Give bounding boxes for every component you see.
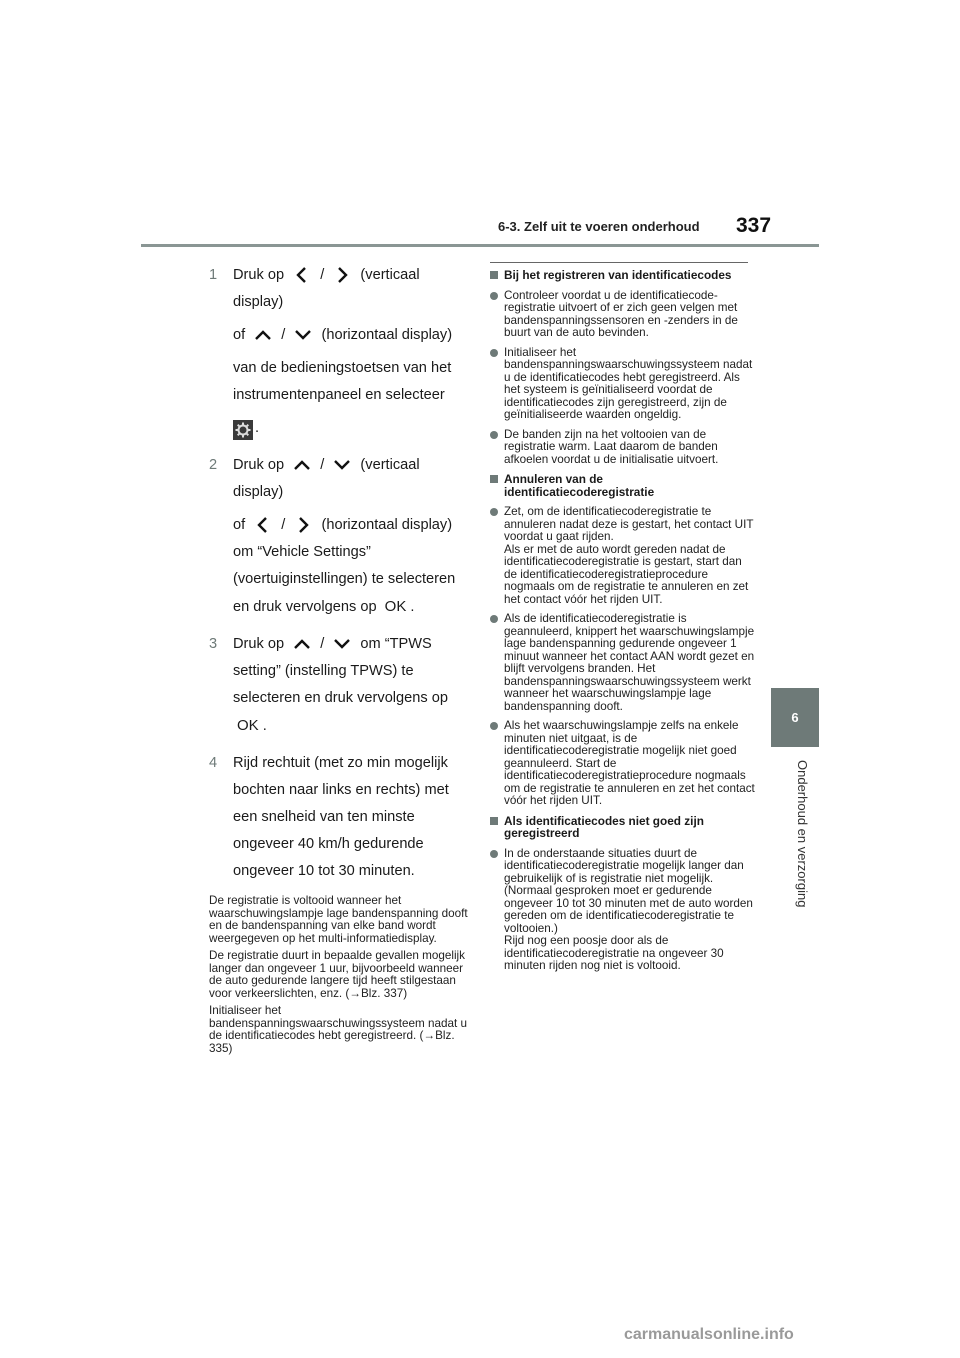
section-rule — [490, 262, 748, 263]
square-bullet-icon — [490, 271, 498, 279]
round-bullet-icon — [490, 349, 498, 357]
step-number: 1 — [209, 267, 218, 283]
square-bullet-icon — [490, 475, 498, 483]
round-bullet-icon — [490, 615, 498, 623]
step-text: of — [233, 327, 246, 343]
bullet-item: Als het waarschuwingslampje zelfs na enkele minuten niet uitgaat, is de identificatiecoderegistratie mogelijk niet goed geannuleerd. Start de identificatiecoderegistratieprocedure nogmaals om de registratie te annuleren en zet het contact vóór het rijden UIT. — [490, 720, 755, 808]
note-paragraph: De registratie duurt in bepaalde gevallen mogelijk langer dan ongeveer 1 uur, bijvoorbeeld wanneer de auto gedurende langere tijd heeft stilgestaan voor verkeerslichten, enz. (→Blz. 337) — [209, 949, 465, 1000]
page-number: 337 — [736, 214, 772, 237]
step-text: . — [255, 420, 260, 436]
note-paragraph: De registratie is voltooid wanneer het waarschuwingslampje lage bandenspanning dooft en de bandenspanning van elke band wordt weergegeven op het multi-informatiedisplay. — [209, 894, 468, 945]
chevron-down-icon — [332, 455, 352, 475]
step-text: Druk op — [233, 457, 285, 473]
chapter-label: Onderhoud en verzorging — [795, 760, 810, 908]
note-paragraph: Initialiseer het bandenspanningswaarschuwingssysteem nadat u de identificatiecodes hebt geregistreerd. (→Blz. 335) — [209, 1004, 467, 1055]
step-text: (verticaal display) — [233, 267, 420, 310]
chevron-up-icon — [292, 634, 312, 654]
step-text: . — [262, 718, 267, 734]
step-text: Druk op — [233, 636, 285, 652]
chevron-up-icon — [292, 455, 312, 475]
step-text: (horizontaal display) — [321, 327, 453, 343]
bullet-item: De banden zijn na het voltooien van de registratie warm. Laat daarom de banden afkoelen voordat u de initialisatie uitvoert. — [490, 429, 755, 467]
info-column — [490, 262, 755, 980]
chapter-tab — [771, 688, 819, 747]
chevron-left-icon — [253, 515, 273, 535]
chevron-down-icon — [293, 325, 313, 345]
step-text: / — [320, 267, 325, 283]
step-text: / — [281, 327, 286, 343]
step-text: (horizontaal display) om “Vehicle Settings” (voertuiginstellingen) te selecteren en druk vervolgens op — [233, 517, 456, 615]
section-heading: Bij het registreren van identificatiecodes — [490, 269, 755, 282]
bullet-item: In de onderstaande situaties duurt de identificatiecoderegistratie mogelijk langer dan gebruikelijk of is registratie niet mogelijk. (Normaal gesproken moet er gedurende ongeveer 10 tot 30 minuten met de auto worden gereden om de identificatiecoderegistratie te voltooien.) Rijd nog een poosje door als de identificatiecoderegistratie na ongeveer 30 minuten rijden nog niet is voltooid. — [490, 848, 755, 973]
step-text: . — [410, 599, 415, 615]
step-text: Druk op — [233, 267, 285, 283]
step-text: (verticaal display) — [233, 457, 420, 500]
gear-icon — [233, 420, 253, 440]
bullet-item: Controleer voordat u de identificatiecode-registratie uitvoert of er zich geen velgen met bandenspanningssensoren en -zenders in de buurt van de auto bevinden. — [490, 290, 755, 340]
section-heading: Annuleren van de identificatiecoderegistratie — [490, 473, 755, 498]
step-number: 2 — [209, 457, 218, 473]
round-bullet-icon — [490, 292, 498, 300]
chapter-number: 6 — [791, 710, 799, 725]
chevron-left-icon — [292, 265, 312, 285]
chevron-right-icon — [332, 265, 352, 285]
bullet-item: Zet, om de identificatiecoderegistratie te annuleren nadat deze is gestart, het contact UIT voordat u gaat rijden. Als er met de auto wordt gereden nadat de identificatiecoderegistratie is gestart, start dan de identificatiecoderegistratieprocedure nogmaals om de registratie te annuleren en zet het contact vóór het rijden UIT. — [490, 506, 755, 606]
header-rule — [141, 244, 819, 247]
step-text: / — [281, 517, 286, 533]
step-text: van de bedieningstoetsen van het instrumentenpaneel en selecteer — [233, 360, 452, 403]
chevron-up-icon — [253, 325, 273, 345]
round-bullet-icon — [490, 508, 498, 516]
step-number: 4 — [209, 755, 218, 771]
step-text: Rijd rechtuit (met zo min mogelijk bochten naar links en rechts) met een snelheid van ten minste ongeveer 40 km/h gedurende ongeveer 10 tot 30 minuten. — [233, 755, 449, 879]
bullet-item: Als de identificatiecoderegistratie is geannuleerd, knippert het waarschuwingslampje lage bandenspanning gedurende ongeveer 1 minuut wanneer het contact AAN wordt gezet en blijft vervolgens branden. Het bandenspanningswaarschuwingssysteem werkt wanneer het waarschuwingslampje lage bandenspanning dooft. — [490, 613, 755, 713]
step-4 — [209, 750, 471, 885]
ok-button-glyph: OK — [384, 598, 407, 615]
round-bullet-icon — [490, 850, 498, 858]
step-text: / — [320, 457, 325, 473]
step-text: om “TPWS setting” (instelling TPWS) te selecteren en druk vervolgens op — [233, 636, 448, 706]
chevron-right-icon — [293, 515, 313, 535]
round-bullet-icon — [490, 431, 498, 439]
ok-button-glyph: OK — [237, 717, 259, 734]
section-title: 6-3. Zelf uit te voeren onderhoud — [498, 219, 700, 234]
step-text: / — [320, 636, 325, 652]
watermark: carmanualsonline.info — [624, 1326, 794, 1343]
chevron-down-icon — [332, 634, 352, 654]
step-2 — [209, 452, 471, 621]
round-bullet-icon — [490, 722, 498, 730]
step-text: of — [233, 517, 246, 533]
section-heading: Als identificatiecodes niet goed zijn geregistreerd — [490, 815, 755, 840]
step-1 — [209, 262, 471, 442]
step-number: 3 — [209, 636, 218, 652]
square-bullet-icon — [490, 817, 498, 825]
step-3 — [209, 631, 471, 740]
bullet-item: Initialiseer het bandenspanningswaarschuwingssysteem nadat u de identificatiecodes hebt geregistreerd. Als het systeem is geïnitialiseerd voordat de identificatiecodes zijn geregistreerd, zijn de geïnitialiseerde waarden ongeldig. — [490, 347, 755, 422]
instructions-column — [209, 262, 471, 1055]
